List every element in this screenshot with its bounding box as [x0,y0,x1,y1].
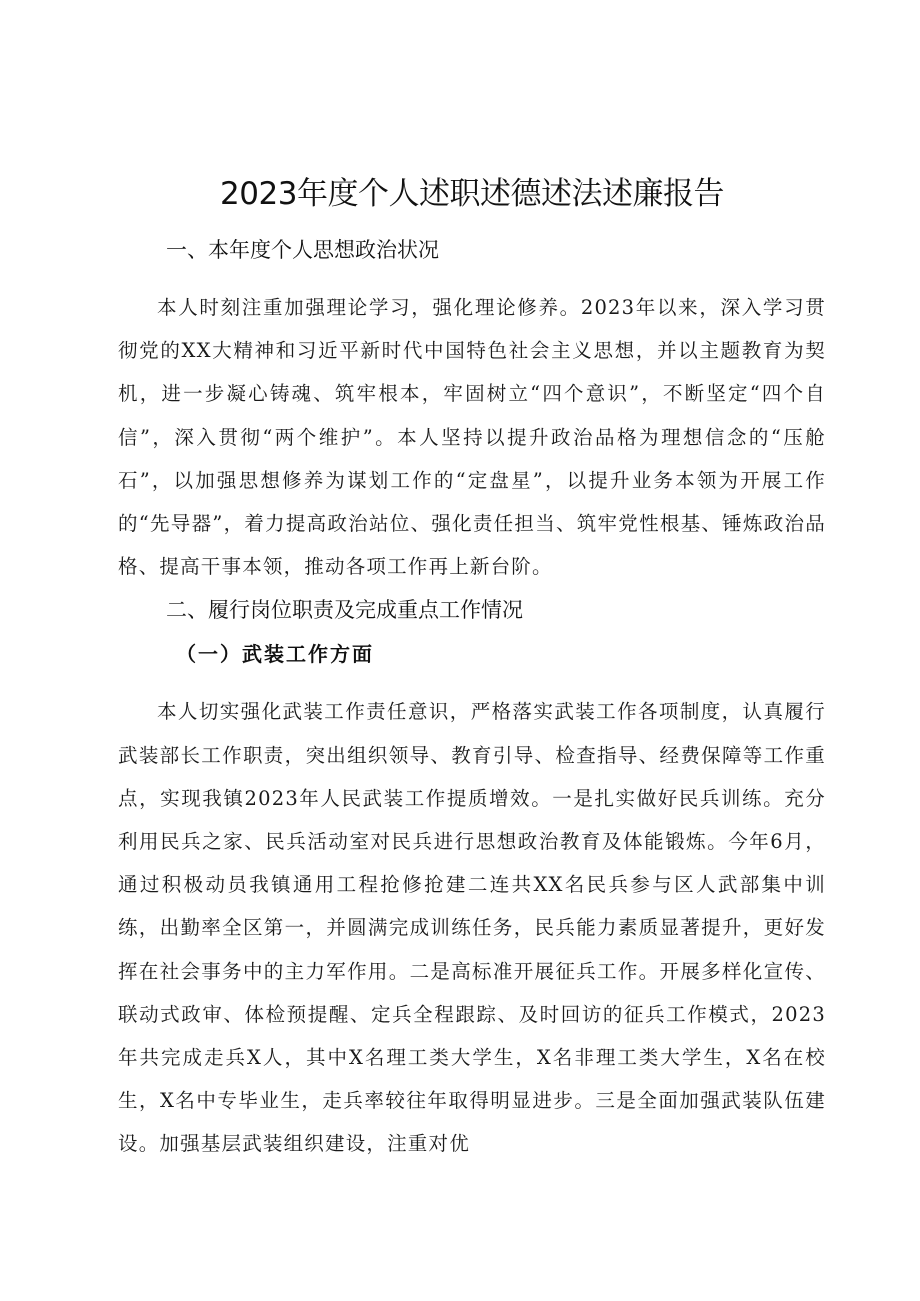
document-title: 2023年度个人述职述德述法述廉报告 [220,176,724,212]
section-paragraph-1: 本人时刻注重加强理论学习，强化理论修养。2023年以来，深入学习贯彻党的XX大精神和习近平新时代中国特色社会主义思想，并以主题教育为契机，进一步凝心铸魂、筑牢根本，牢固树立“四个意识”，不断坚定“四个自信”，深入贯彻“两个维护”。本人坚持以提升政治品格为理想信念的“压舱石”，以加强思想修养为谋划工作的“定盘星”，以提升业务本领为开展工作的“先导器”，着力提高政治站位、强化责任担当、筑牢党性根基、锤炼政治品格、提高干事本领，推动各项工作再上新台阶。 [118,296,826,579]
section-heading-2: 二、履行岗位职责及完成重点工作情况 [166,598,523,623]
section-heading-1: 一、本年度个人思想政治状况 [166,238,439,262]
subsection-heading-armed-forces: （一）武装工作方面 [176,642,374,667]
section-paragraph-2: 本人切实强化武装工作责任意识，严格落实武装工作各项制度，认真履行武装部长工作职责，突出组织领导、教育引导、检查指导、经费保障等工作重点，实现我镇2023年人民武装工作提质增效。一是扎实做好民兵训练。充分利用民兵之家、民兵活动室对民兵进行思想政治教育及体能锻炼。今年6月，通过积极动员我镇通用工程抢修抢建二连共XX名民兵参与区人武部集中训练，出勤率全区第一，并圆满完成训练任务，民兵能力素质显著提升，更好发挥在社会事务中的主力军作用。二是高标准开展征兵工作。开展多样化宣传、联动式政审、体检预提醒、定兵全程跟踪、及时回访的征兵工作模式，2023年共完成走兵X人，其中X名理工类大学生，X名非理工类大学生，X名在校生，X名中专毕业生，走兵率较往年取得明显进步。三是全面加强武装队伍建设。加强基层武装组织建设，注重对优 [118,700,826,1156]
